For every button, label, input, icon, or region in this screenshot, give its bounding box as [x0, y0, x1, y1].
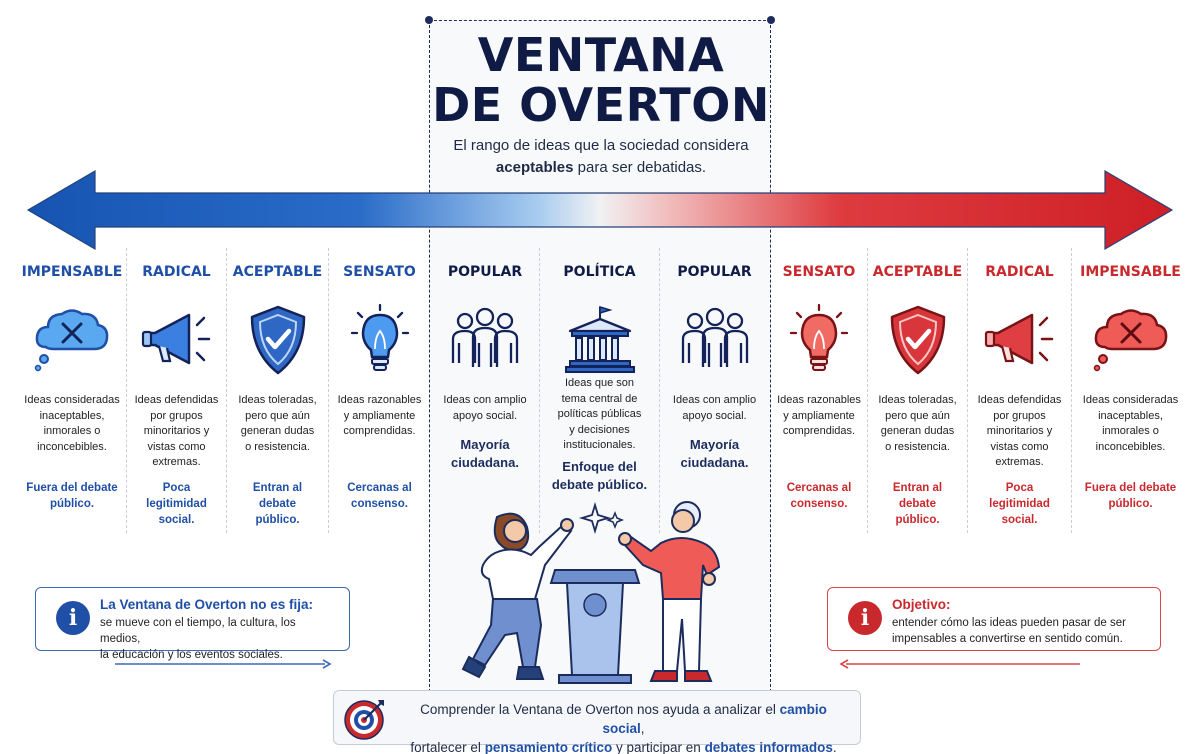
- column-title: SENSATO: [782, 264, 856, 280]
- column-description: Ideas razonables y ampliamente comprendidas.: [337, 394, 422, 437]
- column-description: Ideas consideradas inaceptables, inmorales o inconcebibles.: [24, 394, 120, 453]
- column-sensato-right: [771, 248, 867, 533]
- column-radical-right: [967, 248, 1071, 533]
- shield-check-icon: [238, 303, 318, 377]
- column-description: Ideas toleradas, pero que aún generan dudas o resistencia.: [238, 394, 317, 453]
- podium-icon: [551, 570, 639, 683]
- column-description: Ideas razonables y ampliamente comprendidas.: [777, 394, 861, 437]
- page-title: VENTANA DE OVERTON: [432, 28, 770, 132]
- column-description: Ideas defendidas por grupos minoritarios y vistas como extremas.: [134, 394, 219, 468]
- column-description: Ideas toleradas, pero que aún generan dudas o resistencia.: [878, 394, 957, 453]
- column-footnote: Fuera del debate público.: [1084, 482, 1177, 510]
- info-heading: Objetivo:: [892, 597, 951, 612]
- arrow-right-icon: [113, 658, 333, 670]
- man-figure: [619, 502, 719, 681]
- page-subtitle: El rango de ideas que la sociedad considera aceptables para ser debatidas.: [453, 137, 749, 176]
- column-politica: [539, 248, 659, 533]
- people-icon: [675, 303, 755, 377]
- x-cloud-icon: [1091, 303, 1171, 377]
- column-footnote: Poca legitimidad social.: [146, 482, 207, 526]
- column-title: RADICAL: [985, 264, 1054, 280]
- column-impensable-left: [18, 248, 126, 533]
- column-footnote: Cercanas al consenso.: [347, 482, 412, 510]
- column-title: POLÍTICA: [563, 264, 636, 280]
- column-footnote: Enfoque del debate público.: [551, 459, 648, 492]
- column-title: SENSATO: [343, 264, 416, 280]
- column-title: RADICAL: [142, 264, 211, 280]
- column-footnote: Fuera del debate público.: [26, 482, 118, 510]
- info-box-not-fixed: [35, 587, 350, 661]
- woman-figure: [463, 514, 573, 679]
- debate-illustration: [455, 495, 735, 690]
- lightbulb-icon: [340, 303, 420, 377]
- sparkle-icon: [582, 505, 608, 531]
- megaphone-icon: [137, 303, 217, 377]
- summary-box: [333, 690, 861, 754]
- target-icon: [342, 696, 388, 742]
- column-description: Ideas consideradas inaceptables, inmorales o inconcebibles.: [1082, 394, 1179, 453]
- shield-check-icon: [878, 303, 958, 377]
- column-description: Ideas defendidas por grupos minoritarios y vistas como extremas.: [977, 394, 1062, 468]
- frame-corner-dot: [425, 16, 433, 24]
- column-footnote: Mayoría ciudadana.: [451, 437, 519, 470]
- column-title: POPULAR: [677, 264, 752, 280]
- column-title: ACEPTABLE: [232, 264, 323, 280]
- column-footnote: Poca legitimidad social.: [989, 482, 1050, 526]
- column-sensato-left: [328, 248, 430, 533]
- column-title: POPULAR: [447, 264, 523, 280]
- column-aceptable-left: [226, 248, 328, 533]
- column-impensable-right: [1071, 248, 1189, 533]
- column-footnote: Cercanas al consenso.: [786, 482, 852, 510]
- arrow-left-icon: [838, 658, 1082, 670]
- people-icon: [445, 303, 525, 377]
- sparkle-icon: [608, 513, 622, 527]
- column-title: ACEPTABLE: [872, 264, 963, 280]
- info-body: se mueve con el tiempo, la cultura, los medios, la educación y los eventos sociales.: [100, 617, 296, 661]
- info-box-objective: [827, 587, 1161, 651]
- column-description: Ideas que son tema central de políticas públicas y decisiones institucionales.: [557, 377, 642, 451]
- spectrum-arrow-shape: [28, 171, 1172, 249]
- column-title: IMPENSABLE: [1080, 264, 1181, 280]
- frame-corner-dot: [767, 16, 775, 24]
- info-heading: La Ventana de Overton no es fija:: [100, 597, 314, 612]
- megaphone-icon: [980, 303, 1060, 377]
- column-radical-left: [126, 248, 226, 533]
- summary-text: Comprender la Ventana de Overton nos ayuda a analizar el cambio social, fortalecer el pensamiento crítico y participar en debates informados.: [410, 702, 837, 754]
- lightbulb-icon: [779, 303, 859, 377]
- info-body: entender cómo las ideas pueden pasar de ser impensables a convertirse en sentido común.: [892, 617, 1126, 645]
- column-popular-right: [659, 248, 769, 533]
- column-aceptable-right: [867, 248, 967, 533]
- column-footnote: Mayoría ciudadana.: [680, 437, 749, 470]
- government-building-icon: [560, 303, 640, 377]
- column-footnote: Entran al debate público.: [892, 482, 943, 526]
- x-cloud-icon: [32, 303, 112, 377]
- info-icon: i: [56, 601, 90, 635]
- column-footnote: Entran al debate público.: [252, 482, 303, 526]
- column-popular-left: [431, 248, 539, 533]
- column-description: Ideas con amplio apoyo social.: [672, 394, 757, 422]
- info-icon: i: [848, 601, 882, 635]
- column-title: IMPENSABLE: [21, 264, 123, 280]
- column-description: Ideas con amplio apoyo social.: [443, 394, 527, 422]
